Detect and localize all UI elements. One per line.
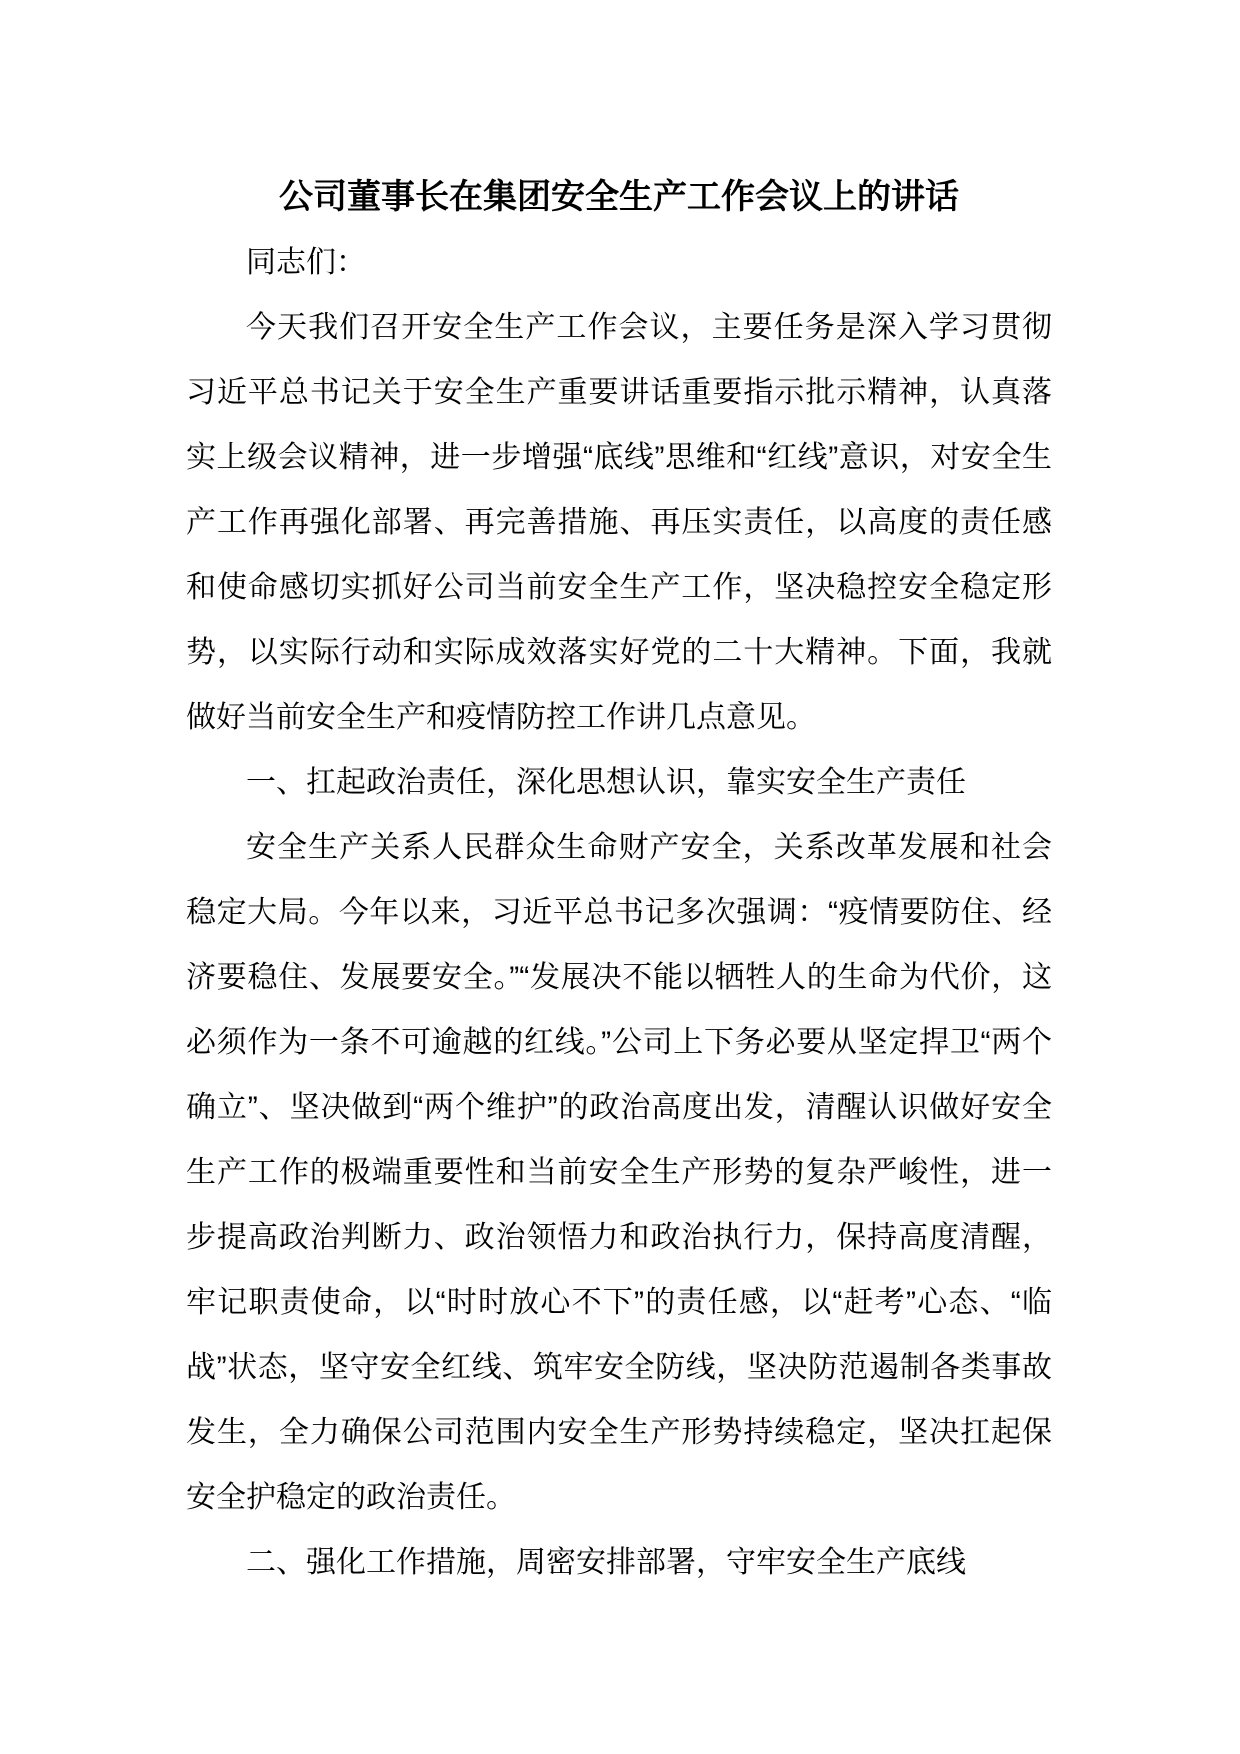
paragraph-4: 安全生产关系人民群众生命财产安全，关系改革发展和社会稳定大局。今年以来，习近平总书记多次强调：“疫情要防住、经济要稳住、发展要安全。”“发展决不能以牺牲人的生命为代价，这必须作为一条不可逾越的红线。”公司上下务必要从坚定捍卫“两个确立”、坚决做到“两个维护”的政治高度出发，清醒认识做好安全生产工作的极端重要性和当前安全生产形势的复杂严峻性，进一步提高政治判断力、政治领悟力和政治执行力，保持高度清醒，牢记职责使命，以“时时放心不下”的责任感，以“赶考”心态、“临战”状态，坚守安全红线、筑牢安全防线，坚决防范遏制各类事故发生，全力确保公司范围内安全生产形势持续稳定，坚决扛起保安全护稳定的政治责任。	[186, 831, 1052, 1514]
paragraph-1: 同志们：	[246, 246, 366, 279]
paragraph-2: 今天我们召开安全生产工作会议，主要任务是深入学习贯彻习近平总书记关于安全生产重要讲话重要指示批示精神，认真落实上级会议精神，进一步增强“底线”思维和“红线”意识，对安全生产工作再强化部署、再完善措施、再压实责任，以高度的责任感和使命感切实抓好公司当前安全生产工作，坚决稳控安全稳定形势，以实际行动和实际成效落实好党的二十大精神。下面，我就做好当前安全生产和疫情防控工作讲几点意见。	[186, 311, 1052, 734]
paragraph-5-heading: 二、强化工作措施，周密安排部署，守牢安全生产底线	[246, 1546, 966, 1579]
document-title: 公司董事长在集团安全生产工作会议上的讲话	[279, 178, 959, 216]
document-body	[186, 230, 1052, 1595]
paragraph-3-heading: 一、扛起政治责任，深化思想认识，靠实安全生产责任	[246, 766, 966, 799]
